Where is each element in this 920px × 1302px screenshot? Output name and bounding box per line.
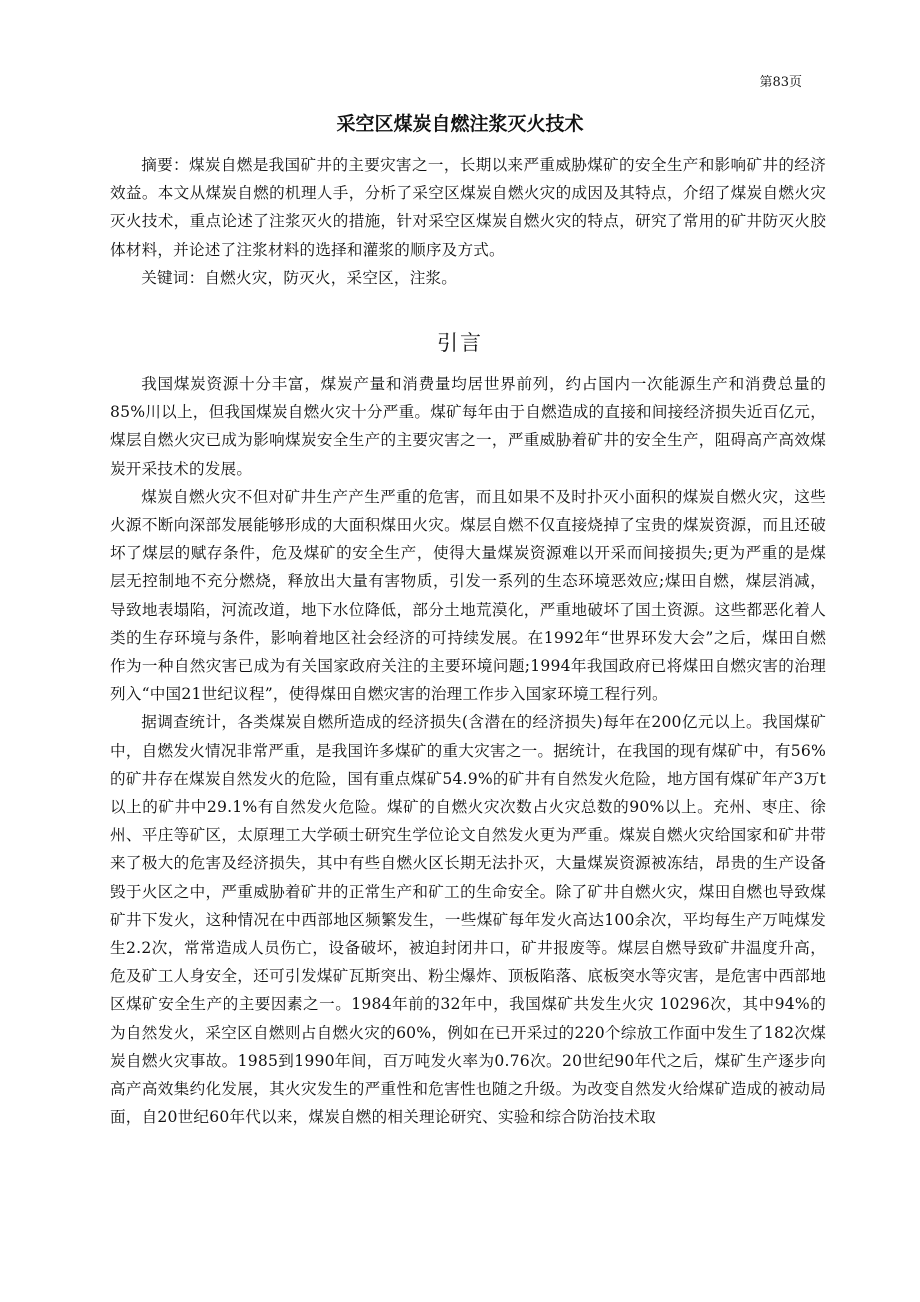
page-number: 第83页: [759, 75, 802, 90]
intro-section: [110, 370, 826, 1131]
intro-paragraph: 据调查统计，各类煤炭自燃所造成的经济损失(含潜在的经济损失)每年在200亿元以上。我国煤矿中，自燃发火情况非常严重，是我国许多煤矿的重大灾害之一。据统计，在我国的现有煤矿中，有56%的矿井存在煤炭自然发火的危险，国有重点煤矿54.9%的矿井有自然发火危险，地方国有煤矿年产3万t以上的矿井中29.1%有自然发火危险。煤矿的自燃火灾次数占火灾总数的90%以上。充州、枣庄、徐州、平庄等矿区，太原理工大学硕士研究生学位论文自然发火更为严重。煤炭自燃火灾给国家和矿井带来了极大的危害及经济损失，其中有些自燃火区长期无法扑灭，大量煤炭资源被冻结，昂贵的生产设备毁于火区之中，严重威胁着矿井的正常生产和矿工的生命安全。除了矿井自燃火灾，煤田自燃也导致煤矿井下发火，这种情况在中西部地区频繁发生，一些煤矿每年发火高达100余次，平均每生产万吨煤发生2.2次，常常造成人员伤亡，设备破坏，被迫封闭井口，矿井报废等。煤层自燃导致矿井温度升高，危及矿工人身安全，还可引发煤矿瓦斯突出、粉尘爆炸、顶板陷落、底板突水等灾害，是危害中西部地区煤矿安全生产的主要因素之一。1984年前的32年中，我国煤矿共发生火灾 10296次，其中94%的为自然发火，采空区自燃则占自燃火灾的60%，例如在已开采过的220个综放工作面中发生了182次煤炭自燃火灾事故。1985到1990年间，百万吨发火率为0.76次。20世纪90年代之后，煤矿生产逐步向高产高效集约化发展，其火灾发生的严重性和危害性也随之升级。为改变自然发火给煤矿造成的被动局面，自20世纪60年代以来，煤炭自燃的相关理论研究、实验和综合防治技术取: [110, 713, 826, 1127]
document-title: 采空区煤炭自燃注浆灭火技术: [336, 113, 584, 135]
intro-heading: 引言: [437, 331, 483, 355]
keywords-paragraph: [110, 264, 826, 292]
abstract-paragraph: [110, 151, 826, 264]
keywords-text: 自燃火灾，防灭火，采空区，注浆。: [204, 268, 458, 287]
intro-paragraph: 我国煤炭资源十分丰富，煤炭产量和消费量均居世界前列，约占国内一次能源生产和消费总量的85%川以上，但我国煤炭自燃火灾十分严重。煤矿每年由于自燃造成的直接和间接经济损失近百亿元，煤层自燃火灾已成为影响煤炭安全生产的主要灾害之一，严重威胁着矿井的安全生产，阻碍高产高效煤炭开采技术的发展。: [110, 375, 826, 478]
abstract-text: 煤炭自燃是我国矿井的主要灾害之一，长期以来严重威胁煤矿的安全生产和影响矿井的经济效益。本文从煤炭自燃的机理人手，分析了采空区煤炭自燃火灾的成因及其特点，介绍了煤炭自燃火灾灭火技术，重点论述了注浆灭火的措施，针对采空区煤炭自燃火灾的特点，研究了常用的矿井防灭火胶体材料，并论述了注浆材料的选择和灌浆的顺序及方式。: [110, 156, 826, 259]
keywords-label: 关键词：: [141, 268, 205, 287]
abstract-section: [110, 151, 826, 292]
intro-paragraph: 煤炭自燃火灾不但对矿井生产产生严重的危害，而且如果不及时扑灭小面积的煤炭自燃火灾，这些火源不断向深部发展能够形成的大面积煤田火灾。煤层自燃不仅直接烧掉了宝贵的煤炭资源，而且还破坏了煤层的赋存条件，危及煤矿的安全生产，使得大量煤炭资源难以开采而间接损失;更为严重的是煤层无控制地不充分燃烧，释放出大量有害物质，引发一系列的生态环境恶效应;煤田自燃，煤层消减，导致地表塌陷，河流改道，地下水位降低，部分土地荒漠化，严重地破坏了国土资源。这些都恶化着人类的生存环境与条件，影响着地区社会经济的可持续发展。在1992年“世界环发大会”之后，煤田自燃作为一种自然灾害已成为有关国家政府关注的主要环境问题;1994年我国政府已将煤田自燃灾害的治理列入“中国21世纪议程”，使得煤田自燃灾害的治理工作步入国家环境工程行列。: [110, 487, 826, 704]
abstract-label: 摘要：: [141, 156, 189, 174]
